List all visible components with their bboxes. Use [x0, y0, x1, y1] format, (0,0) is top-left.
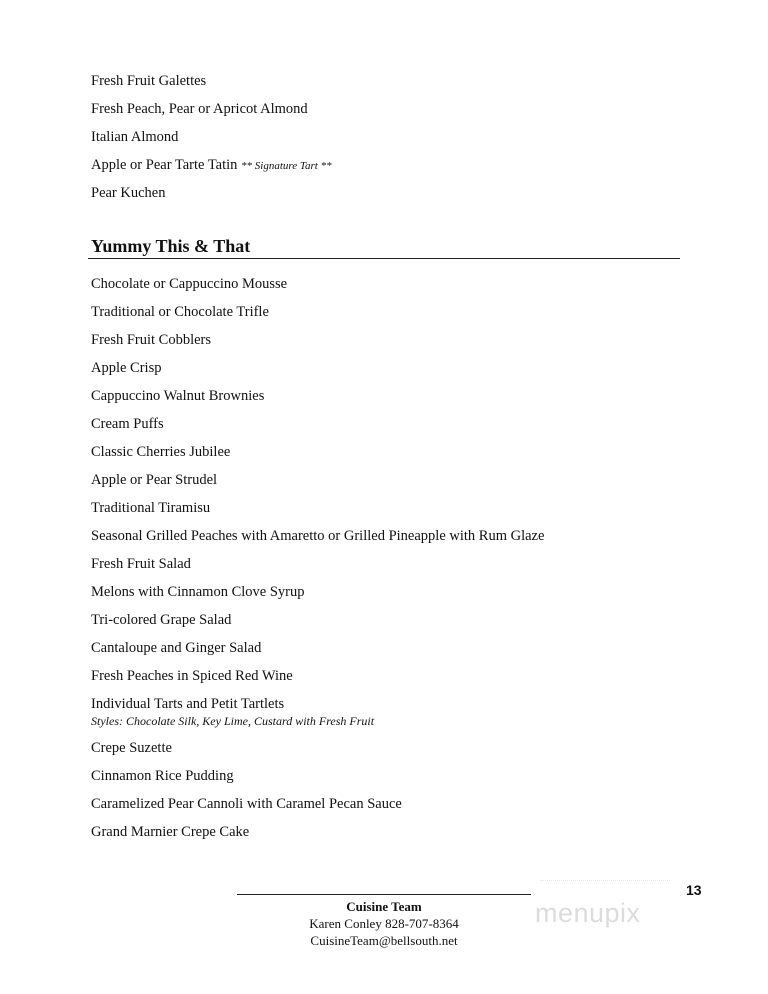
menu-item: Traditional Tiramisu [91, 500, 211, 516]
menu-item: Fresh Fruit Galettes [91, 73, 207, 89]
page-number: 13 [686, 882, 702, 898]
footer-divider [237, 894, 531, 895]
section-heading: Yummy This & That [91, 236, 251, 256]
signature-note: ** Signature Tart ** [241, 160, 332, 172]
menu-item: Caramelized Pear Cannoli with Caramel Pecan Sauce [91, 796, 402, 812]
footer-email: CuisineTeam@bellsouth.net [310, 933, 458, 948]
menu-item: Cream Puffs [91, 416, 164, 432]
menu-item: Italian Almond [91, 129, 179, 145]
menu-item: Chocolate or Cappuccino Mousse [91, 276, 288, 292]
footer-title: Cuisine Team [346, 899, 422, 914]
menu-item: Melons with Cinnamon Clove Syrup [91, 584, 305, 600]
menu-item: Apple Crisp [91, 360, 162, 376]
heading-divider [88, 258, 680, 259]
menu-item: Fresh Peach, Pear or Apricot Almond [91, 101, 308, 117]
watermark-logo: menupix [535, 898, 641, 928]
menu-item: Traditional or Chocolate Trifle [91, 304, 269, 320]
menu-item: Grand Marnier Crepe Cake [91, 824, 250, 840]
menu-item: Fresh Fruit Salad [91, 556, 191, 572]
menu-item: Seasonal Grilled Peaches with Amaretto or Grilled Pineapple with Rum Glaze [91, 528, 545, 544]
menu-item: Cantaloupe and Ginger Salad [91, 640, 262, 656]
watermark-decoration [540, 880, 670, 889]
menu-item: Pear Kuchen [91, 185, 166, 201]
menu-item: Classic Cherries Jubilee [91, 444, 231, 460]
menu-item: Fresh Peaches in Spiced Red Wine [91, 668, 293, 684]
menu-item: Crepe Suzette [91, 740, 172, 756]
menu-item: Apple or Pear Tarte Tatin ** Signature Tart ** [91, 157, 332, 173]
menu-item: Cinnamon Rice Pudding [91, 768, 234, 784]
menu-item: Cappuccino Walnut Brownies [91, 388, 265, 404]
menu-item-subtitle: Styles: Chocolate Silk, Key Lime, Custard with Fresh Fruit [91, 714, 375, 728]
menu-item: Individual Tarts and Petit Tartlets [91, 696, 285, 712]
footer-contact: Karen Conley 828-707-8364 [309, 916, 459, 931]
menu-item: Fresh Fruit Cobblers [91, 332, 212, 348]
menu-item: Tri-colored Grape Salad [91, 612, 232, 628]
menu-item: Apple or Pear Strudel [91, 472, 218, 488]
